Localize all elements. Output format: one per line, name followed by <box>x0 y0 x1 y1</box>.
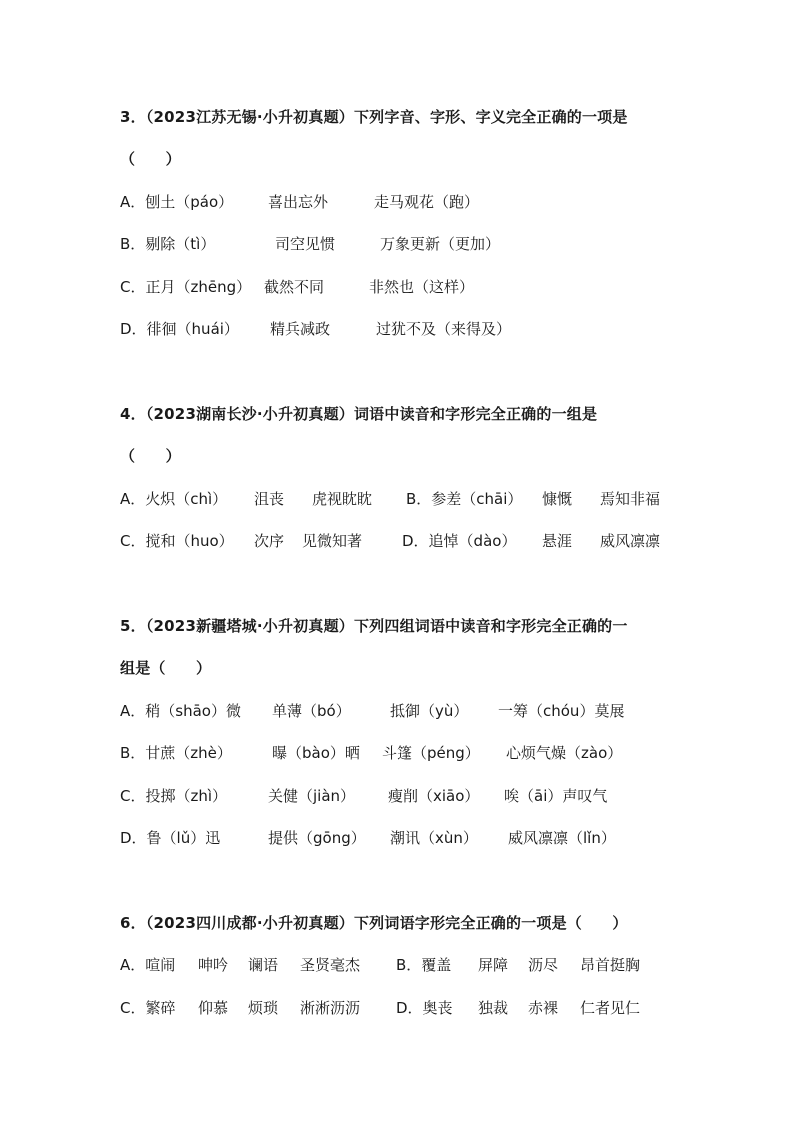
option-part: 屏障 <box>478 956 509 974</box>
option-part: D．奥丧 <box>396 999 453 1017</box>
option-part: 沮丧 <box>254 490 285 508</box>
question-5-title-cont: 组是（ ） <box>120 659 212 677</box>
option-part: 烦琐 <box>248 999 279 1017</box>
option-part: 过犹不及（来得及） <box>376 320 512 338</box>
option-part: A．喧闹 <box>120 956 176 974</box>
option-part: 见微知著 <box>302 532 363 550</box>
option-part: 走马观花（跑） <box>374 193 480 211</box>
option-part: A．稍（shāo）微 <box>120 702 241 720</box>
option-part: C．正月（zhēng） <box>120 278 252 296</box>
option-part: B．甘蔗（zhè） <box>120 744 232 762</box>
question-3-title: 3．（2023江苏无锡·小升初真题）下列字音、字形、字义完全正确的一项是 <box>120 108 628 126</box>
option-part: 心烦气燥（zào） <box>506 744 623 762</box>
question-6-options-cd <box>120 998 640 1018</box>
option-part: 一筹（chóu）莫展 <box>498 702 625 720</box>
option-part: D．鲁（lǔ）迅 <box>120 829 221 847</box>
option-part: 独裁 <box>478 999 509 1017</box>
option-part: 抵御（yù） <box>390 702 469 720</box>
question-5-option-d <box>120 828 616 848</box>
question-4-title-cont: （ ） <box>120 447 181 465</box>
option-part: 圣贤毫杰 <box>300 956 361 974</box>
option-part: 截然不同 <box>264 278 325 296</box>
question-6-title: 6．（2023四川成都·小升初真题）下列词语字形完全正确的一项是（ ） <box>120 914 628 932</box>
option-part: B．剔除（tì） <box>120 235 216 253</box>
question-3-option-b <box>120 234 500 254</box>
option-part: 喜出忘外 <box>268 193 329 211</box>
question-3-option-a <box>120 192 479 212</box>
question-4-title: 4．（2023湖南长沙·小升初真题）词语中读音和字形完全正确的一组是 <box>120 405 598 423</box>
option-part: C．搅和（huo） <box>120 532 234 550</box>
option-part: 唉（āi）声叹气 <box>504 787 608 805</box>
option-part: 非然也（这样） <box>369 278 475 296</box>
option-part: 潮讯（xùn） <box>390 829 478 847</box>
option-part: 赤裸 <box>528 999 559 1017</box>
option-part: 呻吟 <box>198 956 229 974</box>
option-part: 悬涯 <box>542 532 573 550</box>
question-5-title: 5．（2023新疆塔城·小升初真题）下列四组词语中读音和字形完全正确的一 <box>120 617 628 635</box>
question-3-option-c <box>120 277 474 297</box>
option-part: 单薄（bó） <box>272 702 351 720</box>
question-5-option-b <box>120 743 622 763</box>
option-part: C．繁碎 <box>120 999 176 1017</box>
option-part: 瘦削（xiāo） <box>388 787 480 805</box>
option-part: 仰慕 <box>198 999 229 1017</box>
option-part: 司空见惯 <box>275 235 336 253</box>
option-part: 虎视眈眈 <box>312 490 373 508</box>
option-part: D．徘徊（huái） <box>120 320 239 338</box>
option-part: 提供（gōng） <box>268 829 366 847</box>
option-part: 焉知非福 <box>600 490 661 508</box>
question-5-option-a <box>120 701 624 721</box>
option-part: 沥尽 <box>528 956 559 974</box>
option-part: 关健（jiàn） <box>268 787 356 805</box>
question-4-options-cd <box>120 531 660 551</box>
option-part: 精兵减政 <box>270 320 331 338</box>
question-6-options-ab <box>120 955 640 975</box>
option-part: 威风凛凛 <box>600 532 661 550</box>
option-part: 曝（bào）晒 <box>272 744 360 762</box>
option-part: 慷慨 <box>542 490 573 508</box>
question-3-title-cont: （ ） <box>120 150 181 168</box>
option-part: C．投掷（zhì） <box>120 787 228 805</box>
option-part: 威风凛凛（lǐn） <box>508 829 616 847</box>
option-part: 次序 <box>254 532 285 550</box>
option-part: D．追悼（dào） <box>402 532 517 550</box>
option-part: A．火炽（chì） <box>120 490 228 508</box>
option-part: B．参差（chāi） <box>406 490 523 508</box>
option-part: 仁者见仁 <box>580 999 641 1017</box>
question-3-option-d <box>120 319 511 339</box>
option-part: A．刨土（páo） <box>120 193 234 211</box>
option-part: 淅淅沥沥 <box>300 999 361 1017</box>
question-4-options-ab <box>120 489 660 509</box>
option-part: 谰语 <box>248 956 279 974</box>
question-5-option-c <box>120 786 607 806</box>
option-part: B．覆盖 <box>396 956 452 974</box>
option-part: 昂首挺胸 <box>580 956 641 974</box>
option-part: 斗篷（péng） <box>382 744 480 762</box>
option-part: 万象更新（更加） <box>380 235 501 253</box>
